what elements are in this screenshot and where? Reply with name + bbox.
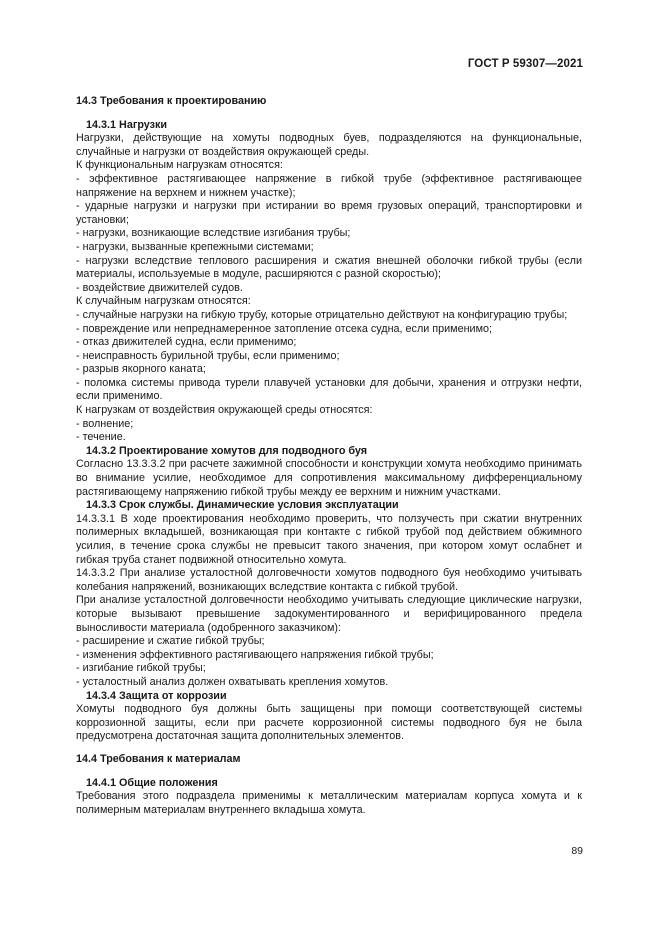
list-item-random-3: - отказ движителей судна, если применимо; [76,336,297,349]
list-item-random-2: - повреждение или непреднамеренное затопление отсека судна, если применимо; [76,322,493,335]
list-item-random-4: - неисправность бурильной трубы, если применимо; [76,349,340,362]
list-item-environment-2: - течение. [76,431,126,444]
paragraph-functional-intro: К функциональным нагрузкам относятся: [76,159,283,172]
list-item-functional-4: - нагрузки, вызванные крепежными системами; [76,240,314,253]
section-title-14-3: 14.3 Требования к проектированию [76,95,267,107]
paragraph-fatigue-loads: При анализе усталостной долговечности необходимо учитывать следующие циклические нагрузки, которые вызывают превышение задокументированного и верифицированного предела выносливости материала (одобренного заказчиком): [76,594,582,634]
subsection-title-14-3-2: 14.3.2 Проектирование хомутов для подводного буя [86,444,368,457]
paragraph-loads-intro: Нагрузки, действующие на хомуты подводных буев, подразделяются на функциональные, случайные и нагрузки от воздействия окружающей среды. [76,132,582,158]
paragraph-14-3-3-1: 14.3.3.1 В ходе проектирования необходимо проверить, что ползучесть при сжатии внутренних полимерных вкладышей, возникающая при контакте с гибкой трубой под действием обжимного усилия, в течение срока службы не превысит такого значения, при котором хомут ослабнет и гибкая труба станет подвижной относительно хомута. [76,512,582,566]
subsection-title-14-3-1-text: 14.3.1 Нагрузки [86,118,168,131]
list-item-functional-5: - нагрузки вследствие теплового расширения и сжатия внешней оболочки гибкой трубы (если материалы, используемые в модуле, расширяются с разной скоростью); [76,254,582,281]
subsection-title-14-4-1: 14.4.1 Общие положения [86,776,218,789]
paragraph-clamp-design: Согласно 13.3.3.2 при расчете зажимной способности и конструкции хомута необходимо принимать во внимание усилие, необходимое для сопротивления максимальному дифференциальному растягивающему напряжению гибкой трубы между ее верхним и нижним участками. [76,458,582,498]
list-item-functional-3: - нагрузки, возникающие вследствие изгибания трубы; [76,227,351,240]
list-item-functional-6: - воздействие движителей судов. [76,281,243,294]
subsection-title-14-3-3: 14.3.3 Срок службы. Динамические условия эксплуатации [86,499,399,512]
list-item-environment-1: - волнение; [76,417,134,430]
paragraph-corrosion: Хомуты подводного буя должны быть защищены при помощи соответствующей системы коррозионной защиты, если при расчете коррозионной системы подводного буя не была предусмотрена достаточная защита дополнительных элементов. [76,703,582,743]
subsection-title-14-3-1 [76,119,582,133]
list-item-functional-2: - ударные нагрузки и нагрузки при истирании во время грузовых операций, транспортировки и установки; [76,200,582,226]
paragraph-random-intro: К случайным нагрузкам относятся: [76,295,251,308]
section-title-14-4: 14.4 Требования к материалам [76,752,241,765]
document-code: ГОСТ Р 59307—2021 [467,58,583,70]
subsection-title-14-3-4: 14.3.4 Защита от коррозии [86,689,227,702]
paragraph-environment-intro: К нагрузкам от воздействия окружающей среды относятся: [76,404,373,417]
list-item-fatigue-3: - изгибание гибкой трубы; [76,662,206,675]
list-item-random-6: - поломка системы привода турели плавучей установки для добычи, хранения и отгрузки нефти, если применимо. [76,376,582,403]
page-number: 89 [571,845,583,857]
list-item-fatigue-1: - расширение и сжатие гибкой трубы; [76,635,265,648]
list-item-fatigue-2: - изменения эффективного растягивающего напряжения гибкой трубы; [76,648,434,661]
paragraph-materials-general: Требования этого подраздела применимы к металлическим материалам корпуса хомута и к полимерным материалам внутреннего вкладыша хомута. [76,790,582,816]
list-item-fatigue-4: - усталостный анализ должен охватывать крепления хомутов. [76,675,389,688]
list-item-random-1: - случайные нагрузки на гибкую трубу, которые отрицательно действуют на конфигурацию трубы; [76,308,568,321]
list-item-functional-1: - эффективное растягивающее напряжение в гибкой трубе (эффективное растягивающее напряжение на верхнем и нижнем участке); [76,172,582,199]
page-content [76,95,582,817]
list-item-random-5: - разрыв якорного каната; [76,363,206,376]
paragraph-14-3-3-2: 14.3.3.2 При анализе усталостной долговечности хомутов подводного буя необходимо учитывать колебания напряжений, возникающих вследствие контакта с гибкой трубой. [76,567,582,593]
